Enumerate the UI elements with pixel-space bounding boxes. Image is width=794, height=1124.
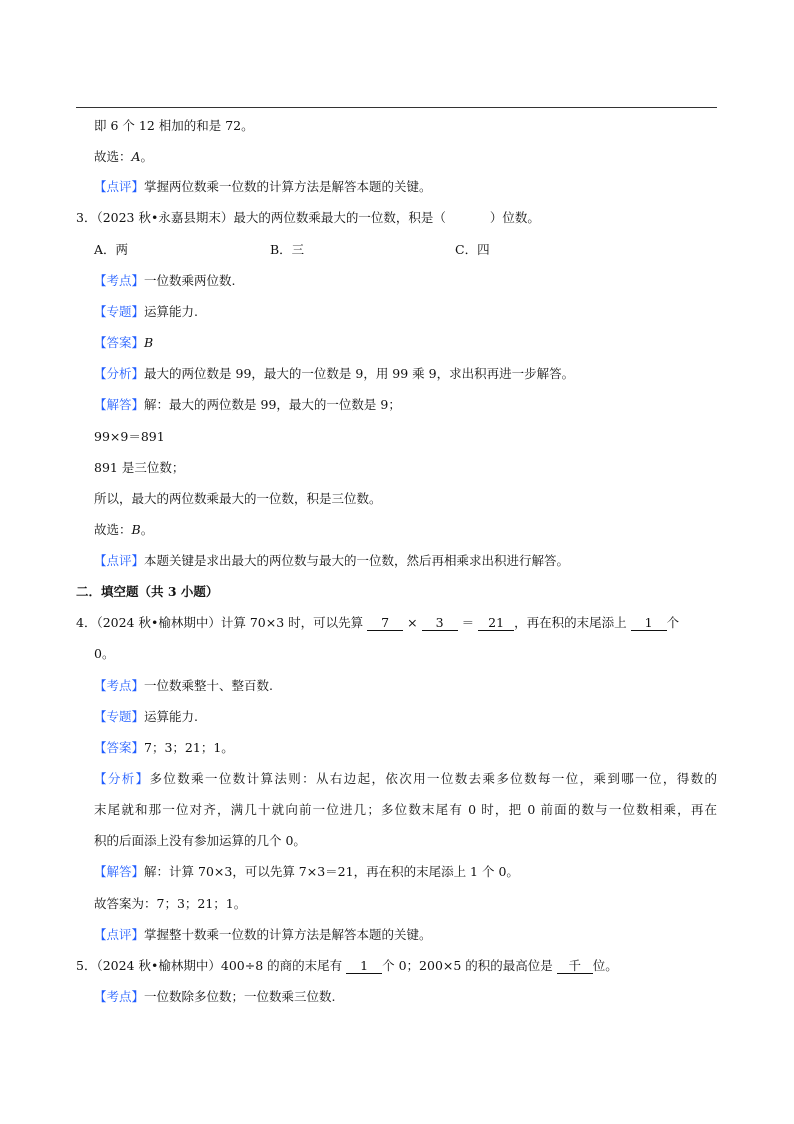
option-b: B．三 <box>270 242 305 257</box>
question-4-continuation: 0。 <box>94 646 115 661</box>
question-5-stem: 5．（2024 秋•榆林期中）400÷8 的商的末尾有 1 个 0；200×5 的积的最高位是 千 位。 <box>76 958 618 973</box>
answer-line: 【答案】7；3；21；1。 <box>94 740 234 755</box>
zhuanti-line: 【专题】运算能力. <box>94 304 198 319</box>
fenxi-line-3: 积的后面添上没有参加运算的几个 0。 <box>94 833 306 848</box>
answer-blank: 1 <box>631 615 667 631</box>
section-title: 二．填空题（共 3 小题） <box>76 584 219 599</box>
dianping-line: 【点评】掌握整十数乘一位数的计算方法是解答本题的关键。 <box>94 927 432 942</box>
answer-blank: 7 <box>367 615 403 631</box>
question-4-stem: 4．（2024 秋•榆林期中）计算 70×3 时，可以先算 7 × 3 ＝ 21 ，再在积的末尾添上 1 个 <box>76 615 680 630</box>
kaodian-line: 【考点】一位数乘整十、整百数. <box>94 678 273 693</box>
comment-line: 【点评】掌握两位数乘一位数的计算方法是解答本题的关键。 <box>94 179 432 194</box>
kaodian-line: 【考点】一位数除多位数；一位数乘三位数. <box>94 989 336 1004</box>
option-a: A．两 <box>94 242 129 257</box>
answer-line: 【答案】B <box>94 335 154 350</box>
choice-line: 故选：B。 <box>94 522 154 537</box>
conclusion-line: 所以，最大的两位数乘最大的一位数，积是三位数。 <box>94 491 382 506</box>
zhuanti-line: 【专题】运算能力. <box>94 709 198 724</box>
answer-blank: 21 <box>478 615 514 631</box>
digits-line: 891 是三位数； <box>94 460 185 475</box>
fenxi-line: 【分析】最大的两位数是 99，最大的一位数是 9，用 99 乘 9，求出积再进一步解答。 <box>94 366 575 381</box>
question-3-stem: 3．（2023 秋•永嘉县期末）最大的两位数乘最大的一位数，积是（ ）位数。 <box>76 210 540 225</box>
answer-summary-line: 故答案为：7；3；21；1。 <box>94 896 247 911</box>
choice-line: 故选：A。 <box>94 149 154 164</box>
fenxi-line-2: 末尾就和那一位对齐，满几十就向前一位进几；多位数末尾有 0 时，把 0 前面的数与一位数相乘，再在 <box>94 802 717 817</box>
dianping-line: 【点评】本题关键是求出最大的两位数与最大的一位数，然后再相乘求出积进行解答。 <box>94 553 570 568</box>
option-c: C．四 <box>455 242 490 257</box>
answer-blank: 1 <box>346 958 382 974</box>
dianping-tag: 【点评】 <box>94 179 145 194</box>
header-rule <box>76 107 717 108</box>
answer-blank: 3 <box>422 615 458 631</box>
jieda-line: 【解答】解：最大的两位数是 99，最大的一位数是 9； <box>94 397 401 412</box>
calc-line: 99×9＝891 <box>94 429 165 444</box>
jieda-line: 【解答】解：计算 70×3，可以先算 7×3＝21，再在积的末尾添上 1 个 0。 <box>94 864 519 879</box>
answer-blank: 千 <box>557 958 593 974</box>
fenxi-line-1: 【分析】多位数乘一位数计算法则：从右边起，依次用一位数去乘多位数每一位，乘到哪一位，得数的 <box>94 771 717 786</box>
sum-line: 即 6 个 12 相加的和是 72。 <box>94 118 254 133</box>
kaodian-line: 【考点】一位数乘两位数. <box>94 273 236 288</box>
